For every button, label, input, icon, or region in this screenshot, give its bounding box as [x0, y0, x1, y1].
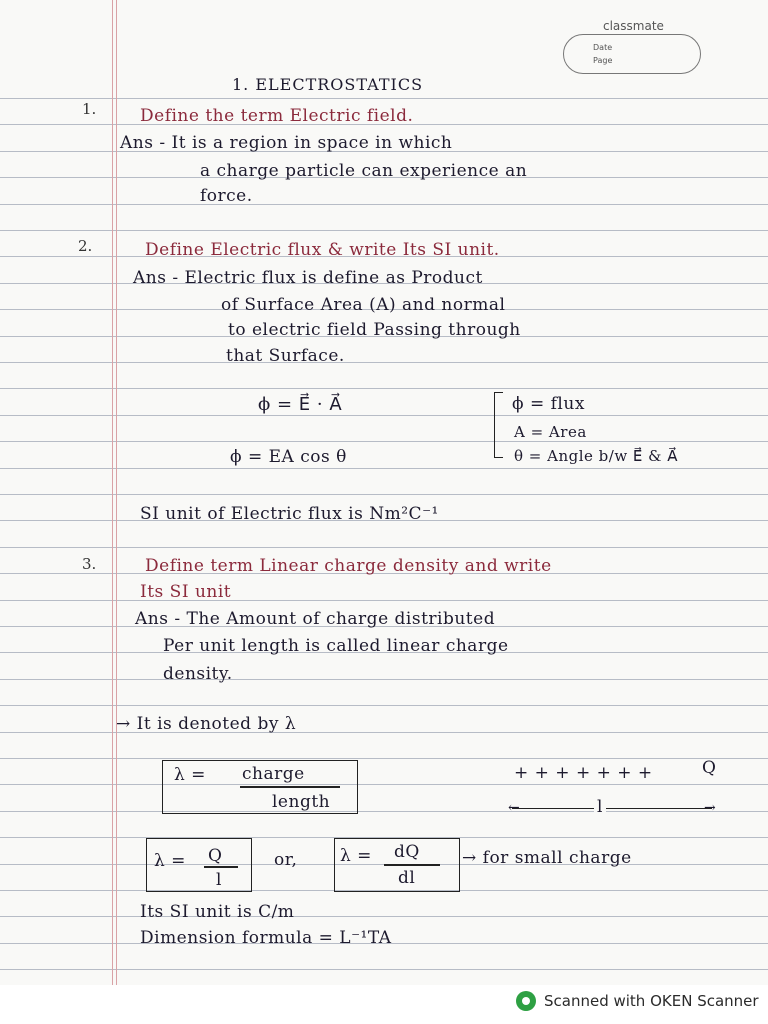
answer-line: force.: [200, 186, 253, 206]
fraction-lhs: λ =: [174, 765, 206, 785]
legend-item: A = Area: [514, 423, 587, 441]
legend-bracket: [494, 392, 503, 458]
question-text: Define the term Electric field.: [140, 106, 414, 126]
fraction-numerator: charge: [242, 764, 305, 784]
answer-line: Ans - The Amount of charge distributed: [135, 609, 496, 629]
fraction-denominator: length: [272, 792, 331, 812]
formula: ϕ = EA cos θ: [230, 447, 347, 467]
fraction-lhs: λ =: [340, 846, 372, 866]
question-text: Its SI unit: [140, 582, 232, 602]
rod-length-label: l: [594, 797, 606, 817]
answer-line: that Surface.: [226, 346, 345, 366]
fraction-bar: [384, 864, 440, 866]
formula: ϕ = E⃗ · A⃗: [258, 394, 343, 415]
rod-charges: + + + + + + +: [514, 763, 653, 783]
dimension-line: Dimension formula = L⁻¹TA: [140, 928, 392, 948]
scanner-watermark: [516, 990, 759, 1012]
margin-line: [112, 0, 113, 985]
fraction-lhs: λ =: [154, 851, 186, 871]
page-label: Page: [593, 56, 613, 65]
legend-item: θ = Angle b/w E⃗ & A⃗: [514, 447, 679, 465]
stamp-oval: [563, 34, 701, 74]
answer-line: Ans - Electric flux is define as Product: [133, 268, 483, 288]
denoted-line: → It is denoted by λ: [116, 714, 297, 734]
answer-line: Per unit length is called linear charge: [163, 636, 509, 656]
question-number: 2.: [78, 237, 93, 255]
si-unit-line: Its SI unit is C/m: [140, 902, 295, 922]
scanner-logo-icon: [516, 991, 536, 1011]
fraction-denominator: dl: [398, 868, 416, 888]
answer-line: a charge particle can experience an: [200, 161, 528, 181]
notebook-brand: classmate: [603, 19, 664, 33]
answer-line: of Surface Area (A) and normal: [221, 295, 506, 315]
question-number: 1.: [82, 100, 97, 118]
classmate-date-stamp: [557, 16, 707, 76]
legend-item: ϕ = flux: [512, 394, 585, 414]
date-label: Date: [593, 43, 613, 52]
fraction-numerator: dQ: [394, 842, 420, 862]
rod-length-arrow: [512, 808, 712, 809]
fraction-bar: [204, 866, 238, 868]
answer-line: to electric field Passing through: [228, 320, 521, 340]
fraction-numerator: Q: [208, 846, 223, 866]
si-unit-line: SI unit of Electric flux is Nm²C⁻¹: [140, 504, 439, 524]
answer-line: density.: [163, 664, 233, 684]
scanner-text: Scanned with OKEN Scanner: [544, 992, 759, 1010]
page-title: 1. ELECTROSTATICS: [232, 75, 424, 94]
answer-line: Ans - It is a region in space in which: [120, 133, 453, 153]
or-text: or,: [274, 850, 298, 870]
fraction-bar: [240, 786, 340, 788]
rod-charge-label: Q: [702, 758, 717, 778]
fraction-denominator: l: [216, 870, 222, 890]
question-text: Define Electric flux & write Its SI unit.: [145, 240, 500, 260]
arrow-head-icon: ←: [508, 800, 521, 816]
question-number: 3.: [82, 555, 97, 573]
question-text: Define term Linear charge density and write: [145, 556, 552, 576]
margin-line: [116, 0, 117, 985]
arrow-head-icon: →: [704, 800, 717, 816]
small-charge-note: → for small charge: [462, 848, 632, 868]
